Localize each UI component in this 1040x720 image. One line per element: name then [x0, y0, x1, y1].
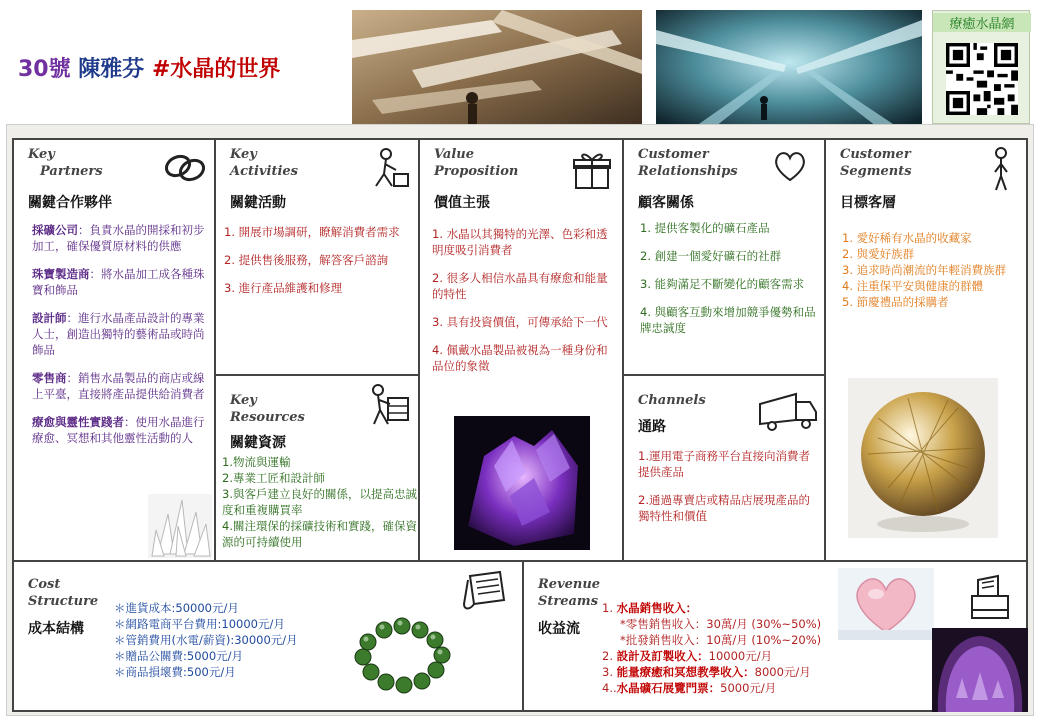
key-resources-en-2: Resources [230, 410, 305, 425]
worker-lifting-box-icon [366, 382, 412, 430]
rose-quartz-heart-image [838, 568, 934, 640]
list-item: *批發銷售收入：10萬/月 (10%~20%) [620, 633, 822, 647]
list-item: ＊進貨成本:50000元/月 [114, 601, 239, 615]
list-item: 1. 開展市場調研，瞭解消費者需求 [224, 225, 400, 239]
list-item: 零售商：銷售水晶製品的商店或線上平臺，直接將產品提供給消費者 [32, 371, 205, 401]
value-proposition-en-1: Value [434, 147, 474, 162]
cost-structure-en-2: Structure [28, 594, 99, 609]
customer-segments-en-1: Customer [840, 147, 911, 162]
list-item: 4. 佩戴水晶製品被視為一種身份和品位的象徵 [432, 343, 608, 373]
qr-code-icon [946, 43, 1018, 115]
key-activities-block [214, 138, 420, 376]
list-item: 2. 創建一個愛好礦石的社群 [640, 249, 782, 263]
key-partners-en-1: Key [28, 147, 55, 162]
list-item: ＊管銷費用(水電/薪資):30000元/月 [114, 633, 298, 647]
channels-en: Channels [638, 393, 706, 408]
list-item: *零售銷售收入：30萬/月 (30%~50%) [620, 617, 822, 631]
page-title: 30號 陳雅芬 #水晶的世界 [18, 57, 281, 82]
truck-icon [758, 390, 820, 432]
value-proposition-block [418, 138, 624, 562]
receipt-icon [460, 570, 512, 614]
amethyst-geode-image [932, 628, 1028, 712]
list-item: 1. 水晶以其獨特的光澤、色彩和透明度吸引消費者 [432, 227, 608, 257]
key-activities-en-2: Activities [230, 164, 298, 179]
key-resources-title: 關鍵資源 [230, 435, 286, 451]
revenue-streams-title: 收益流 [538, 621, 580, 637]
list-item: 2. 提供售後服務，解答客戶諮詢 [224, 253, 389, 267]
clear-quartz-cluster-image [148, 494, 212, 558]
chain-link-icon [160, 148, 210, 188]
key-resources-list [222, 454, 418, 550]
cost-structure-block [12, 560, 524, 712]
customer-segments-title: 目標客層 [840, 195, 896, 211]
key-partners-block [12, 138, 216, 562]
revenue-streams-en-1: Revenue [538, 577, 601, 592]
key-partners-en-2: Partners [40, 164, 103, 179]
channels-title: 通路 [638, 419, 666, 435]
list-item: 設計師：進行水晶產品設計的專業人士，創造出獨特的藝術品或時尚飾品 [32, 311, 205, 357]
list-item: 3.與客戶建立良好的關係，以提高忠誠度和重複購買率 [222, 487, 417, 517]
list-item: 5. 節慶禮品的採購者 [842, 295, 949, 309]
crystal-cave-photo-1 [352, 10, 642, 126]
key-activities-list [224, 224, 414, 308]
list-item: 4. 與顧客互動來增加競爭優勢和品牌忠誠度 [640, 305, 816, 335]
list-item: ＊商品損壞費:500元/月 [114, 665, 236, 679]
list-item: 4..水晶礦石展覽門票：5000元/月 [602, 681, 777, 695]
rutilated-quartz-sphere-image [848, 378, 998, 538]
qr-label: 療癒水晶網 [933, 13, 1031, 32]
channels-block [622, 374, 826, 562]
cost-structure-en-1: Cost [28, 577, 61, 592]
list-item: 1.物流與運輸 [222, 455, 291, 469]
customer-relationships-en-2: Relationships [638, 164, 738, 179]
list-item: 3. 能量療癒和冥想教學收入：8000元/月 [602, 665, 811, 679]
person-icon [986, 146, 1016, 192]
list-item: ＊贈品公關費:5000元/月 [114, 649, 244, 663]
customer-relationships-list [640, 220, 816, 348]
list-item: 2. 很多人相信水晶具有療愈和能量的特性 [432, 271, 608, 301]
key-activities-en-1: Key [230, 147, 257, 162]
list-item: 1. 提供客製化的礦石產品 [640, 221, 770, 235]
key-activities-title: 關鍵活動 [230, 195, 286, 211]
customer-segments-list [842, 230, 1024, 310]
list-item: 3. 具有投資價值，可傳承給下一代 [432, 315, 608, 329]
value-proposition-title: 價值主張 [434, 195, 490, 211]
list-item: ＊網路電商平台費用:10000元/月 [114, 617, 285, 631]
list-item: 1. 水晶銷售收入： [602, 601, 698, 615]
customer-relationships-title: 顧客關係 [638, 195, 694, 211]
customer-relationships-en-1: Customer [638, 147, 709, 162]
list-item: 珠寶製造商：將水晶加工成各種珠寶和飾品 [32, 267, 205, 297]
list-item: 1.運用電子商務平台直接向消費者提供產品 [638, 449, 810, 479]
worker-icon [366, 146, 412, 190]
list-item: 3. 能夠滿足不斷變化的顧客需求 [640, 277, 805, 291]
crystal-cave-photo-2 [656, 10, 922, 126]
value-proposition-en-2: Proposition [434, 164, 519, 179]
list-item: 4. 注重保平安與健康的群體 [842, 279, 984, 293]
qr-code-panel [932, 10, 1030, 124]
key-resources-block [214, 374, 420, 562]
list-item: 3. 追求時尚潮流的年輕消費族群 [842, 263, 1007, 277]
heart-icon [772, 150, 808, 182]
cash-register-icon [964, 570, 1016, 626]
cost-structure-list [114, 600, 354, 680]
list-item: 2.通過專賣店或精品店展現產品的獨特性和價值 [638, 493, 810, 523]
list-item: 3. 進行產品維護和修理 [224, 281, 343, 295]
cost-structure-title: 成本結構 [28, 621, 84, 637]
list-item: 4.關注環保的採礦技術和實踐，確保資源的可持續使用 [222, 519, 417, 549]
key-partners-list [32, 222, 208, 458]
value-proposition-list [432, 226, 612, 386]
key-partners-title: 關鍵合作夥伴 [28, 195, 112, 211]
list-item: 採礦公司：負責水晶的開採和初步加工，確保優質原材料的供應 [32, 223, 205, 253]
revenue-streams-list [602, 600, 862, 696]
customer-segments-en-2: Segments [840, 164, 912, 179]
amethyst-crystal-image [454, 416, 590, 550]
customer-relationships-block [622, 138, 826, 376]
channels-list [638, 448, 816, 536]
crystal-bracelet-image [346, 612, 458, 698]
customer-segments-block [824, 138, 1028, 562]
list-item: 療愈與靈性實踐者：使用水晶進行療愈、冥想和其他靈性活動的人 [32, 415, 205, 445]
revenue-streams-en-2: Streams [538, 594, 599, 609]
key-resources-en-1: Key [230, 393, 257, 408]
gift-box-icon [570, 148, 616, 192]
list-item: 2. 設計及訂製收入：10000元/月 [602, 649, 773, 663]
list-item: 2. 與愛好族群 [842, 247, 915, 261]
list-item: 1. 愛好稀有水晶的收藏家 [842, 231, 972, 245]
revenue-streams-block [522, 560, 1028, 712]
list-item: 2.專業工匠和設計師 [222, 471, 325, 485]
